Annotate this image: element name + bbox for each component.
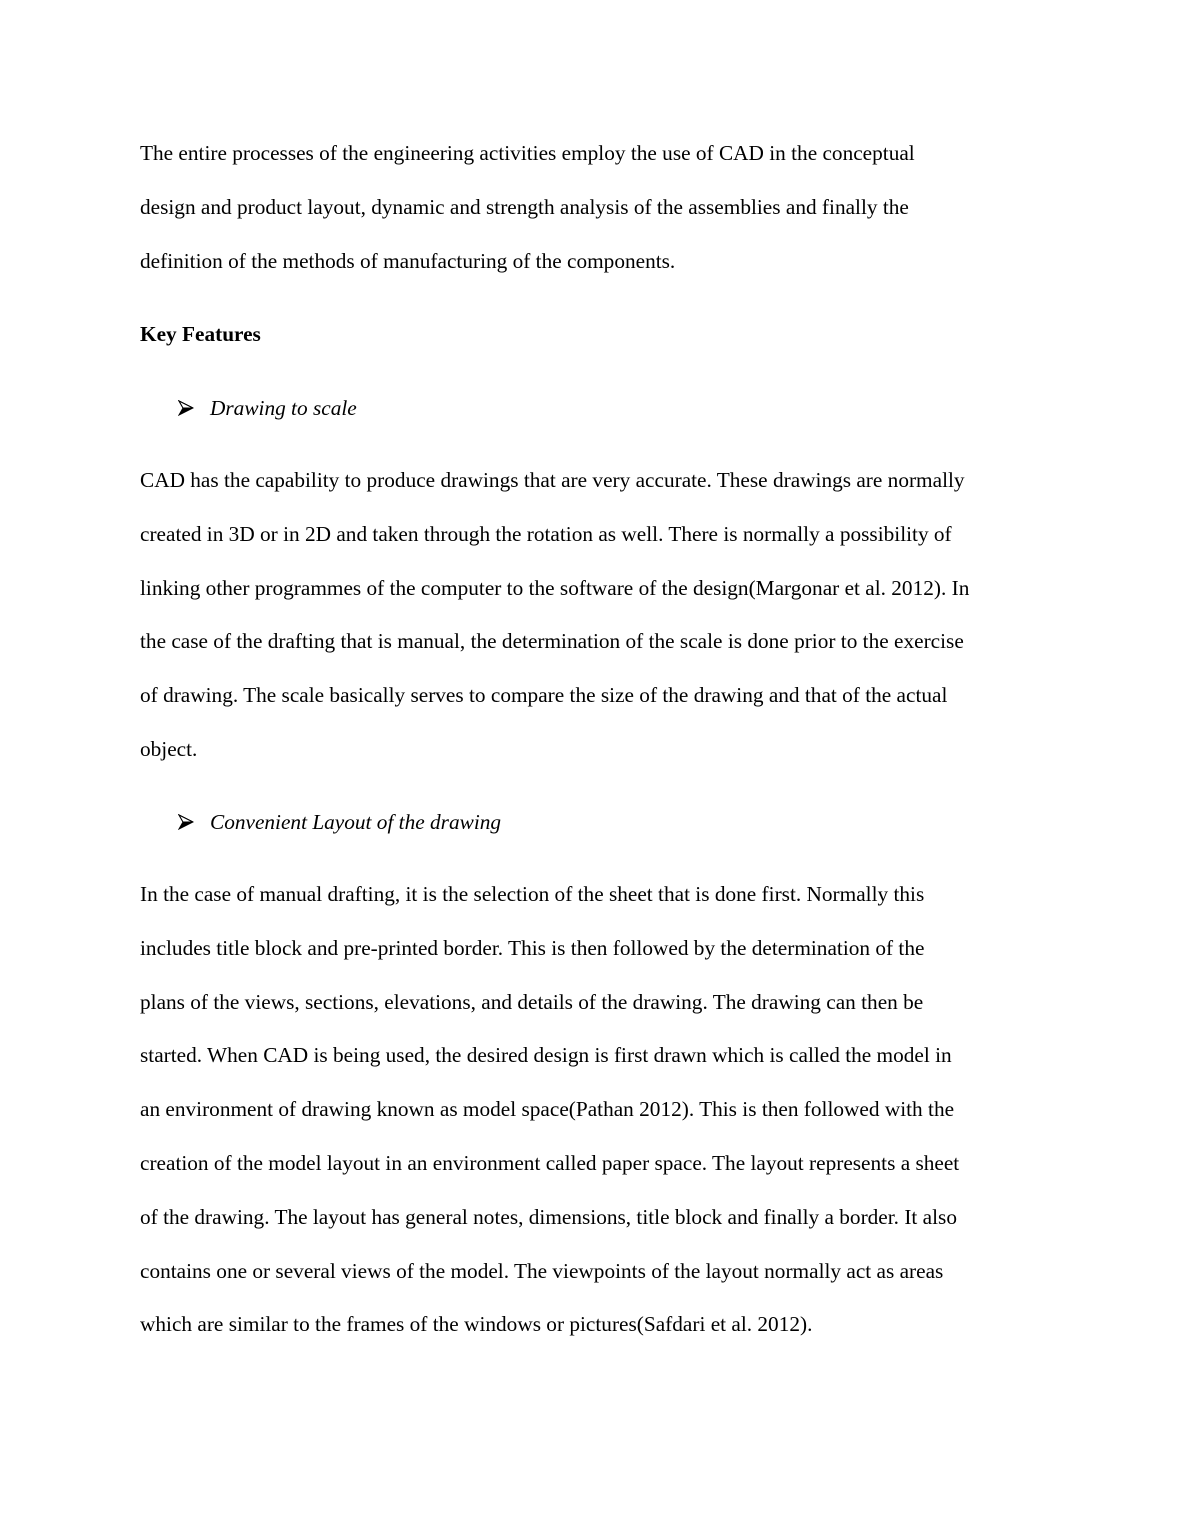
arrowhead-bullet-icon	[178, 814, 194, 830]
paragraph-line: creation of the model layout in an environment called paper space. The layout represents a sheet	[140, 1150, 960, 1175]
paragraph-line: of the drawing. The layout has general notes, dimensions, title block and finally a border. It also	[140, 1204, 957, 1229]
paragraph-line: definition of the methods of manufacturing of the components.	[140, 248, 676, 273]
paragraph-line: an environment of drawing known as model space(Pathan 2012). This is then followed with the	[140, 1097, 955, 1122]
paragraph-line: plans of the views, sections, elevations, and details of the drawing. The drawing can then be	[140, 989, 924, 1014]
feature-title: Drawing to scale	[210, 396, 357, 420]
paragraph-line: linking other programmes of the computer to the software of the design(Margonar et al. 2012). In	[140, 575, 970, 600]
paragraph-line: which are similar to the frames of the windows or pictures(Safdari et al. 2012).	[140, 1312, 813, 1337]
arrowhead-bullet-icon	[178, 400, 194, 416]
section-heading-key-features: Key Features	[140, 322, 261, 346]
paragraph-line: of drawing. The scale basically serves to compare the size of the drawing and that of the actual	[140, 683, 948, 708]
paragraph-line: created in 3D or in 2D and taken through the rotation as well. There is normally a possibility of	[140, 521, 952, 546]
paragraph-line: object.	[140, 736, 198, 761]
intro-paragraph	[140, 127, 1070, 288]
feature-title: Convenient Layout of the drawing	[210, 810, 502, 834]
paragraph-line: CAD has the capability to produce drawings that are very accurate. These drawings are normally	[140, 468, 965, 492]
paragraph-line: The entire processes of the engineering activities employ the use of CAD in the conceptual	[140, 141, 915, 165]
feature-paragraph-drawing-to-scale	[140, 454, 1070, 777]
paragraph-line: In the case of manual drafting, it is the selection of the sheet that is done first. Normally this	[140, 882, 925, 906]
paragraph-line: the case of the drafting that is manual, the determination of the scale is done prior to the exercise	[140, 629, 964, 654]
feature-paragraph-convenient-layout	[140, 868, 1070, 1352]
paragraph-line: design and product layout, dynamic and strength analysis of the assemblies and finally the	[140, 194, 909, 219]
paragraph-line: started. When CAD is being used, the desired design is first drawn which is called the model in	[140, 1043, 952, 1068]
paragraph-line: includes title block and pre-printed border. This is then followed by the determination of the	[140, 935, 925, 960]
feature-bullet-convenient-layout	[178, 807, 501, 837]
paragraph-line: contains one or several views of the model. The viewpoints of the layout normally act as areas	[140, 1258, 944, 1283]
feature-bullet-drawing-to-scale	[178, 393, 357, 423]
